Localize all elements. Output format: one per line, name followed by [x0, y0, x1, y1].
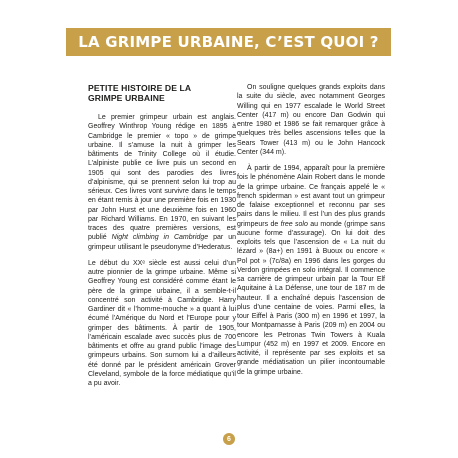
chapter-title: LA GRIMPE URBAINE, C’EST QUOI ? [78, 33, 379, 51]
section-title-line-1: PETITE HISTOIRE DE LA [88, 83, 192, 93]
paragraph-robert [237, 164, 385, 377]
free-solo-term: free solo [280, 220, 308, 228]
right-column [237, 83, 385, 384]
section-title-line-2: GRIMPE URBAINE [88, 93, 165, 103]
paragraph-young-text: Le premier grimpeur urbain est anglais. Geoffrey Winthrop Young rédige en 1895 à Cambridge le premier « topo » de grimpe urbaine. Il s’amuse la nuit à grimper les bâtiments de Trinity College où il étudie. L’alpiniste publie ce livre puis un second en 1905 qui sont des parodies des livres d’alpinisme, qui se prennent selon lui trop au sérieux. Ces livres vont survivre dans le temps en étant remis à jour une première fois en 1930 par John Hurst et une deuxième fois en 1960 par Richard Williams. En 1970, en suivant les traces des quatre premières versions, est publié [88, 114, 236, 242]
left-column [88, 83, 236, 395]
book-title: Night climbing in Cambridge [111, 234, 209, 242]
paragraph-young [88, 113, 236, 252]
page-number: 6 [223, 433, 235, 445]
paragraph-robert-start: À partir de 1994, apparaît pour la première fois le phénomène Alain Robert dans le monde de la grimpe urbaine. Ce français appelé le « french spiderman » est avant tout un grimpeur de falaise exceptionnel et reconnu par ses pairs dans le milieu. Il est l’un des plus grands grimpeurs de [237, 165, 385, 228]
paragraph-young-end: par un grimpeur utilisant le pseudonyme d’Hederatus. [88, 234, 236, 251]
section-title [88, 83, 236, 103]
chapter-banner [66, 28, 391, 56]
paragraph-exploits: On souligne quelques grands exploits dans la suite du siècle, avec notamment Georges Willing qui en 1977 escalade le World Street Center (417 m) ou encore Dan Godwin qui entre 1980 et 1986 se fait remarquer grâce à quelques très belles ascensions telles que la Sears Tower (413 m) ou le John Hancock Center (344 m). [237, 84, 385, 156]
paragraph-gardiner: Le début du XXᵉ siècle est aussi celui d’un autre pionnier de la grimpe urbaine. Même si Geoffrey Young est considéré comme étant le père de la grimpe urbaine, il a semble-t-il concentré son activité à Cambridge. Harry Gardiner dit « l’homme-mouche » a quant à lui écumé l’Amérique du Nord et l’Europe pour y grimper des bâtiments. À partir de 1905, l’américain escalade avec succès plus de 700 bâtiments et offre au grand public l’image des grimpeurs urbains. Son surnom lui a d’ailleurs été donné par le président américain Grover Cleveland, symbole de la force médiatique qu’il a pu avoir. [88, 259, 236, 387]
paragraph-robert-end: au monde (grimpe sans aucune forme d’assurage). On lui doit des exploits tels que l’ascension de « La nuit du lézard » (8a+) en 1991 à Buoux ou encore « Pol pot » (7c/8a) en 1996 dans les gorges du Verdon grimpées en solo intégral. Il commence sa carrière de grimpeur urbain par la Tour Elf Aquitaine à La Défense, une tour de 187 m de hauteur. Il a enchaîné depuis l’ascension de plus d’une centaine de voies. Parmi elles, la tour Eiffel à Paris (300 m) en 1996 et 1997, la tour Montparnasse à Paris (209 m) en 2004 ou encore les Petronas Twin Towers à Kuala Lumpur (452 m) en 1997 et 2009. Encore en activité, il représente par ses exploits et sa grande médiatisation un pilier incontournable de la grimpe urbaine. [237, 220, 386, 376]
